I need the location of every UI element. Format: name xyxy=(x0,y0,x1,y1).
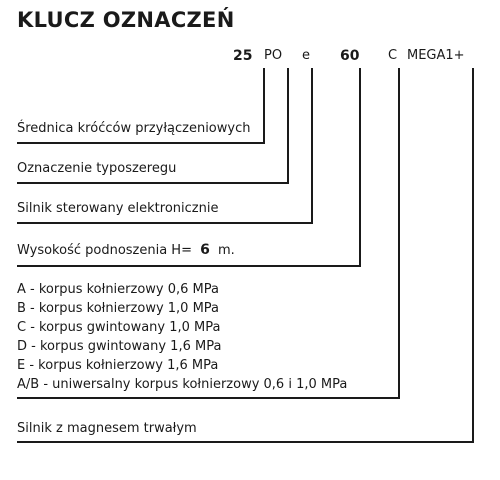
code-electronic: e xyxy=(302,48,310,63)
connector-diameter-horizontal xyxy=(17,142,265,144)
code-height: 60 xyxy=(340,48,360,64)
code-series: PO xyxy=(264,48,283,63)
connector-series-horizontal xyxy=(17,182,289,184)
label-height xyxy=(17,242,235,259)
connector-body-vertical xyxy=(398,68,400,398)
connector-body-horizontal xyxy=(17,397,400,399)
body-option: A - korpus kołnierzowy 0,6 MPa xyxy=(17,282,219,297)
connector-height-vertical xyxy=(359,68,361,266)
connector-motor-horizontal xyxy=(17,441,474,443)
body-option: B - korpus kołnierzowy 1,0 MPa xyxy=(17,301,220,316)
body-option: C - korpus gwintowany 1,0 MPa xyxy=(17,320,221,335)
code-diameter: 25 xyxy=(233,48,253,64)
connector-height-horizontal xyxy=(17,265,361,267)
code-motor: MEGA1+ xyxy=(407,48,465,63)
page-title: KLUCZ OZNACZEŃ xyxy=(17,8,235,32)
label-series: Oznaczenie typoszeregu xyxy=(17,161,177,176)
body-option: A/B - uniwersalny korpus kołnierzowy 0,6 i 1,0 MPa xyxy=(17,377,348,392)
connector-diameter-vertical xyxy=(263,68,265,143)
connector-series-vertical xyxy=(287,68,289,183)
connector-electronic-horizontal xyxy=(17,222,313,224)
label-height-value: 6 xyxy=(200,242,210,258)
label-motor: Silnik z magnesem trwałym xyxy=(17,421,197,436)
label-height-prefix: Wysokość podnoszenia H= xyxy=(17,243,192,258)
label-diameter: Średnica króćców przyłączeniowych xyxy=(17,121,251,136)
connector-motor-vertical xyxy=(472,68,474,442)
body-option: E - korpus kołnierzowy 1,6 MPa xyxy=(17,358,219,373)
connector-electronic-vertical xyxy=(311,68,313,223)
body-option: D - korpus gwintowany 1,6 MPa xyxy=(17,339,222,354)
label-electronic: Silnik sterowany elektronicznie xyxy=(17,201,219,216)
code-body: C xyxy=(388,48,398,63)
label-height-unit: m. xyxy=(218,243,235,258)
